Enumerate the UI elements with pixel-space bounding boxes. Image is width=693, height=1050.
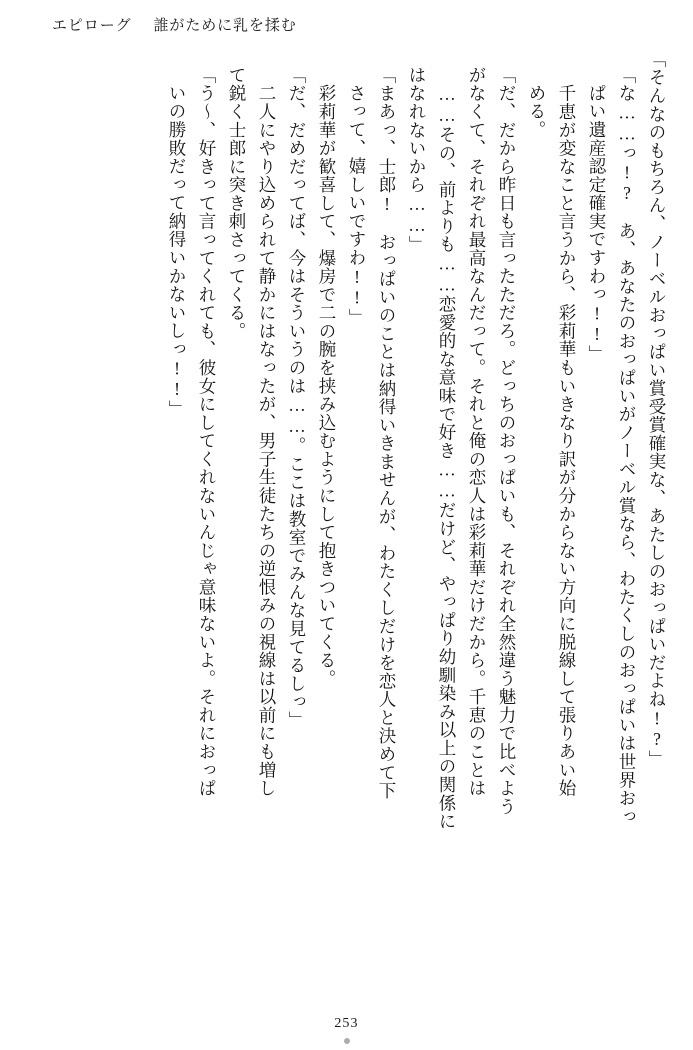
text-column: 「まあっ、士郎! おっぱいのことは納得いきませんが、わたくしだけを恋人と決めて下: [377, 66, 397, 800]
text-column: 「な……っ!? あ、あなたのおっぱいがノーベル賞なら、わたくしのおっぱいは世界おっ: [617, 66, 637, 826]
text-column: ぱい遺産認定確実ですわっ!!」: [587, 84, 607, 364]
text-column: 彩莉華が歓喜して、爆房で二の腕を挟み込むようにして抱きついてくる。: [317, 66, 337, 688]
text-column: いの勝敗だって納得いかないしっ!!」: [167, 84, 187, 419]
text-column: 「う～、好きって言ってくれても、彼女にしてくれないんじゃ意味ないよ。それにおっぱ: [197, 66, 217, 798]
chapter-label: エピローグ: [52, 18, 132, 34]
running-header: [52, 14, 653, 40]
text-column: 千恵が変なこと言うから、彩莉華もいきなり訳が分からない方向に脱線して張りあい始: [557, 66, 577, 798]
text-column: 二人にやり込められて静かにはなったが、男子生徒たちの逆恨みの視線は以前にも増し: [257, 66, 277, 798]
vertical-text-body: [40, 50, 665, 994]
text-column: める。: [527, 84, 547, 139]
chapter-title: 誰がために乳を揉む: [153, 18, 297, 34]
page-number: 253: [334, 1016, 359, 1031]
text-column: さって、嬉しいですわ!!」: [347, 84, 367, 327]
page-footer-dot: [344, 1038, 350, 1044]
text-column: 「だ、だめだってば、今はそういうのは……。ここは教室でみんな見てるしっ」: [287, 66, 307, 730]
text-column: はなれないから……」: [407, 66, 427, 254]
text-column: 「だ、だから昨日も言ったただろ。どっちのおっぱいも、それぞれ全然違う魅力で比べよう: [497, 66, 517, 816]
text-column: 「そんなのもちろん、ノーベルおっぱい賞受賞確実な、あたしのおっぱいだよね!?」: [647, 50, 667, 769]
text-column: がなくて、それぞれ最高なんだって。それと俺の恋人は彩莉華だけだから。千恵のことは: [467, 66, 487, 798]
text-column: ……その、前よりも……恋愛的な意味で好き……だけど、やっぱり幼馴染み以上の関係に: [437, 84, 457, 831]
text-column: て鋭く士郎に突き刺さってくる。: [227, 66, 247, 341]
